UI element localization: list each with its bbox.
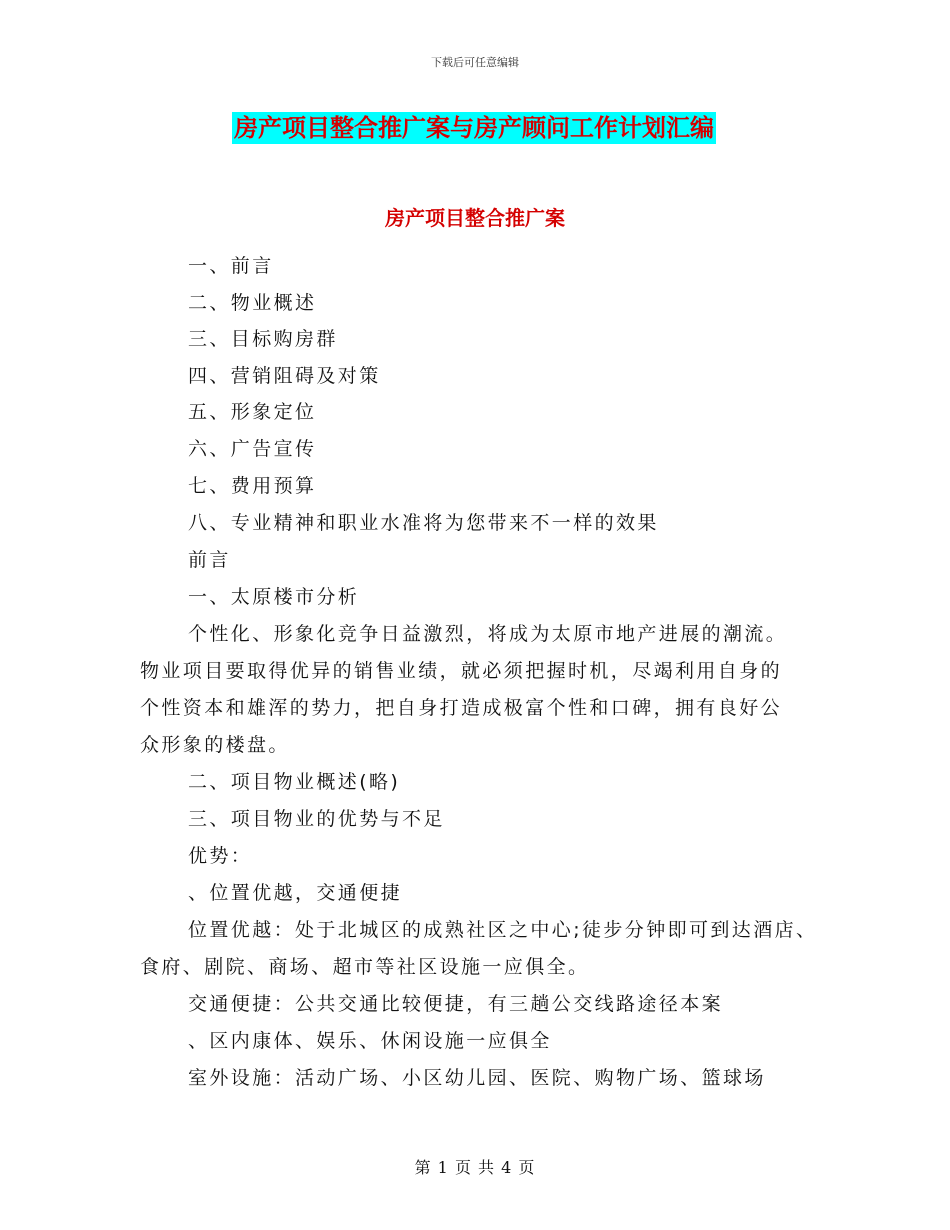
advantage-item: 、区内康体、娱乐、休闲设施一应俱全 — [188, 1030, 552, 1052]
overview-heading: 二、项目物业概述(略) — [188, 771, 401, 793]
market-analysis-heading: 一、太原楼市分析 — [188, 586, 360, 608]
advantages-label: 优势： — [188, 845, 253, 867]
body-paragraph-line: 食府、剧院、商场、超市等社区设施一应俱全。 — [140, 956, 590, 978]
body-paragraph-line: 物业项目要取得优异的销售业绩，就必须把握时机，尽竭利用自身的 — [140, 660, 783, 682]
header-note: 下载后可任意编辑 — [431, 56, 519, 69]
section-title: 房产项目整合推广案 — [385, 206, 565, 230]
toc-item-professionalism: 八、专业精神和职业水准将为您带来不一样的效果 — [188, 512, 659, 534]
toc-item-overview: 二、物业概述 — [188, 292, 317, 314]
body-paragraph-line: 交通便捷：公共交通比较便捷，有三趟公交线路途径本案 — [188, 993, 724, 1015]
advantage-item: 、位置优越，交通便捷 — [188, 882, 403, 904]
toc-item-advertising: 六、广告宣传 — [188, 438, 317, 460]
body-paragraph-line: 众形象的楼盘。 — [140, 734, 290, 756]
toc-item-obstacles: 四、营销阻碍及对策 — [188, 365, 381, 387]
preface-heading: 前言 — [188, 549, 231, 571]
body-paragraph-line: 室外设施：活动广场、小区幼儿园、医院、购物广场、篮球场 — [188, 1067, 766, 1089]
strengths-heading: 三、项目物业的优势与不足 — [188, 808, 445, 830]
page-footer: 第 1 页 共 4 页 — [414, 1158, 536, 1177]
document-main-title: 房产项目整合推广案与房产顾问工作计划汇编 — [234, 113, 714, 142]
toc-item-budget: 七、费用预算 — [188, 475, 317, 497]
toc-item-target-buyers: 三、目标购房群 — [188, 328, 338, 350]
body-paragraph-line: 个性资本和雄浑的势力，把自身打造成极富个性和口碑，拥有良好公 — [140, 697, 783, 719]
body-paragraph-line: 个性化、形象化竞争日益激烈，将成为太原市地产进展的潮流。 — [188, 623, 788, 645]
body-paragraph-line: 位置优越：处于北城区的成熟社区之中心;徒步分钟即可到达酒店、 — [188, 919, 818, 941]
toc-item-preface: 一、前言 — [188, 255, 274, 277]
toc-item-positioning: 五、形象定位 — [188, 401, 317, 423]
